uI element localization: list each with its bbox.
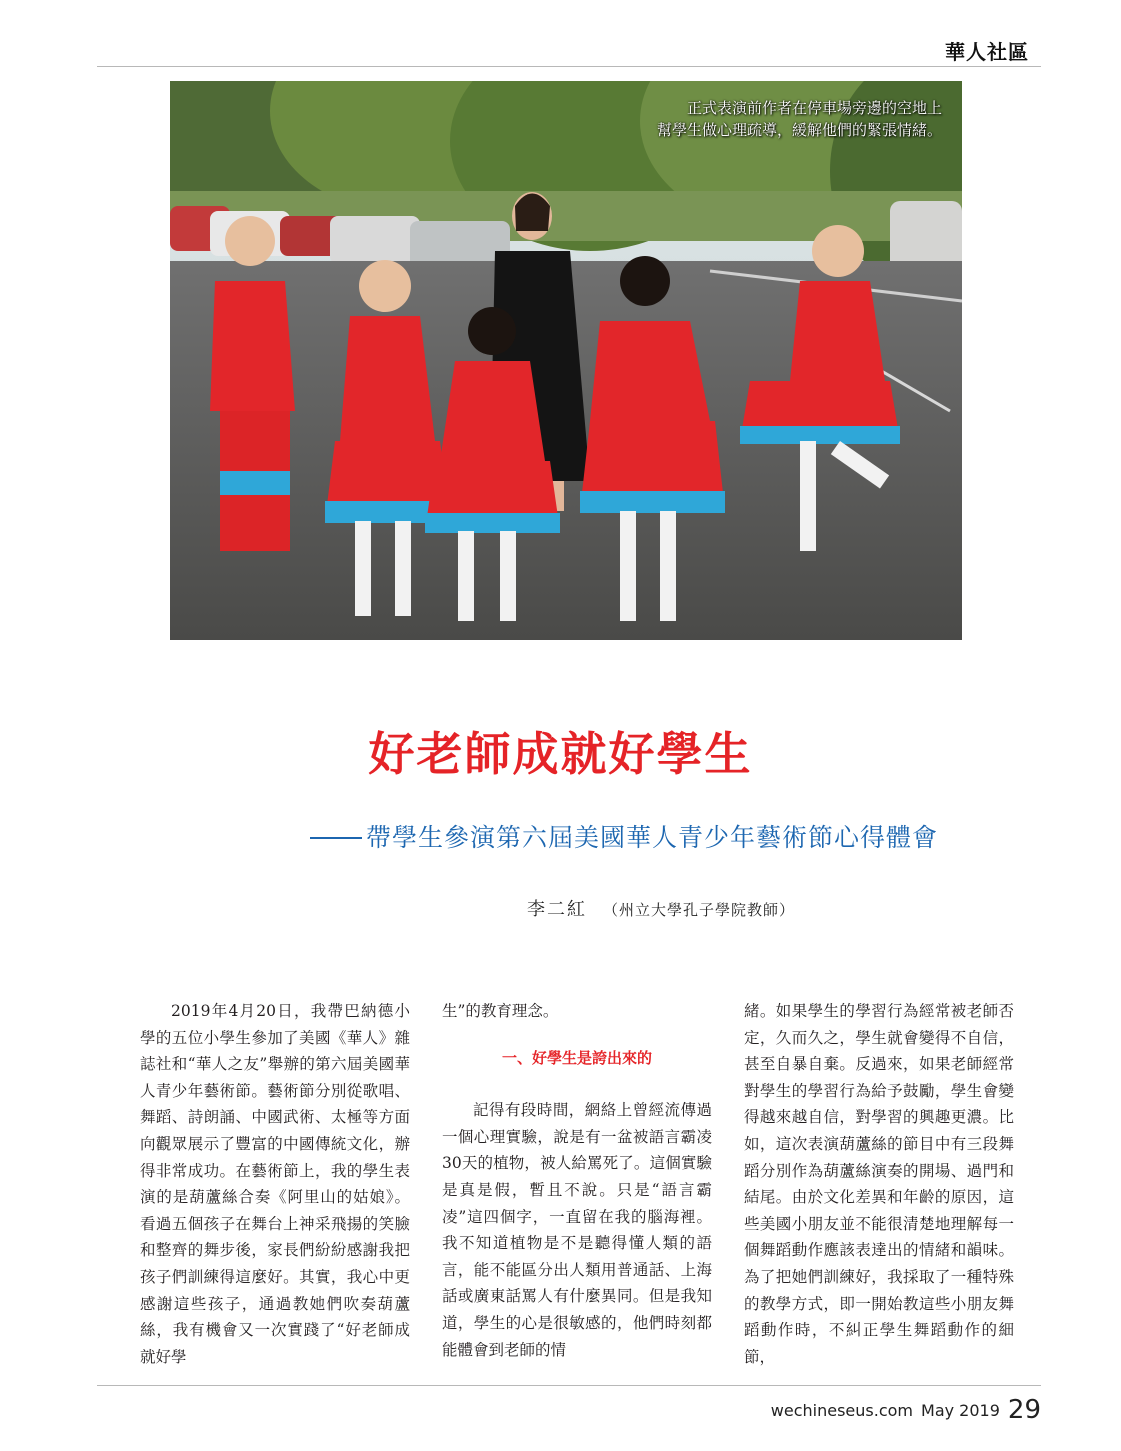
text-column-3: [744, 998, 1014, 1370]
section-heading: 一、好學生是誇出來的: [501, 1048, 652, 1067]
author-affiliation: （州立大學孔子學院教師）: [603, 901, 796, 919]
header-divider: [97, 66, 1041, 67]
subtitle-text: 帶學生參演第六屆美國華人青少年藝術節心得體會: [366, 823, 939, 852]
text-column-2: [442, 998, 712, 1363]
em-dash: [310, 837, 362, 839]
paragraph: 記得有段時間，網絡上曾經流傳過一個心理實驗，說是有一盆被語言霸凌30天的植物，被人給罵死了。這個實驗是真是假，暫且不說。只是“語言霸凌”這四個字，一直留在我的腦海裡。我不知道植物是不是聽得懂人類的語言，能不能區分出人類用普通話、上海話或廣東話罵人有什麼異同。但是我知道，學生的心是很敏感的，他們時刻都能體會到老師的情: [442, 1101, 712, 1359]
article-subtitle: [310, 818, 938, 854]
footer-divider: [97, 1385, 1041, 1386]
section-label: 華人社區: [945, 40, 1029, 64]
photo-illustration: [170, 81, 962, 640]
page-number: 29: [1007, 1395, 1041, 1425]
paragraph: 生”的教育理念。: [442, 1002, 559, 1020]
caption-line-1: 正式表演前作者在停車場旁邊的空地上: [686, 99, 942, 117]
page-footer: [771, 1393, 1041, 1423]
text-column-1: [140, 998, 410, 1370]
issue-date: May 2019: [921, 1401, 1000, 1420]
article-photo: [170, 81, 962, 640]
byline: [527, 895, 795, 921]
caption-line-2: 幫學生做心理疏導，緩解他們的緊張情緒。: [656, 121, 942, 139]
paragraph: 2019年4月20日，我帶巴納德小學的五位小學生參加了美國《華人》雜誌社和“華人之友”舉辦的第六屆美國華人青少年藝術節。藝術節分別從歌唱、舞蹈、詩朗誦、中國武術、太極等方面向觀眾展示了豐富的中國傳統文化，辦得非常成功。在藝術節上，我的學生表演的是葫蘆絲合奏《阿里山的姑娘》。看過五個孩子在舞台上神采飛揚的笑臉和整齊的舞步後，家長們紛紛感謝我把孩子們訓練得這麼好。其實，我心中更感謝這些孩子，通過教她們吹奏葫蘆絲，我有機會又一次實踐了“好老師成就好學: [140, 1002, 410, 1366]
author-name: 李二紅: [527, 899, 587, 920]
paragraph: 緒。如果學生的學習行為經常被老師否定，久而久之，學生就會變得不自信，甚至自暴自棄。反過來，如果老師經常對學生的學習行為給予鼓勵，學生會變得越來越自信，對學習的興趣更濃。比如，這次表演葫蘆絲的節目中有三段舞蹈分別作為葫蘆絲演奏的開場、過門和結尾。由於文化差異和年齡的原因，這些美國小朋友並不能很清楚地理解每一個舞蹈動作應該表達出的情緒和韻味。為了把她們訓練好，我採取了一種特殊的教學方式，即一開始教這些小朋友舞蹈動作時，不糾正學生舞蹈動作的細節，: [744, 1002, 1014, 1366]
photo-caption: [562, 97, 942, 141]
website: wechineseus.com: [770, 1401, 914, 1420]
article-title: 好老師成就好學生: [368, 727, 753, 781]
